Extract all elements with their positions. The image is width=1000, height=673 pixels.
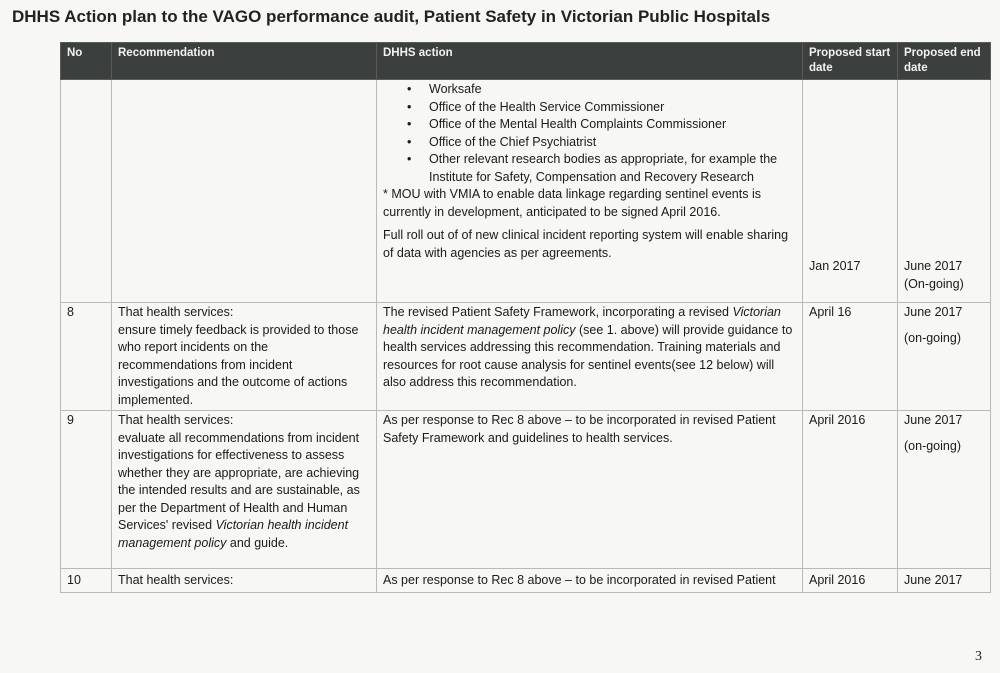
end-date-note: (on-going) [904,330,961,345]
cell-action: As per response to Rec 8 above – to be incorporated in revised Patient Safety Framework and guidelines to health services. [377,411,803,569]
cell-no [61,80,112,303]
start-date-value: Jan 2017 [809,259,861,273]
recommendation-lead: That health services: [118,305,234,319]
recommendation-lead: That health services: [118,413,234,427]
list-item: • Office of the Health Service Commissioner [429,99,796,117]
agency-list [383,81,796,186]
column-header-recommendation: Recommendation [112,43,377,80]
bullet-icon: • [407,117,412,131]
column-header-no: No [61,43,112,80]
list-item: • Other relevant research bodies as appropriate, for example the Institute for Safety, Compensation and Recovery Research [407,152,778,184]
cell-end-date [898,80,991,303]
bullet-icon: • [407,82,412,96]
list-item: • Worksafe [429,81,796,99]
policy-title: Victorian health incident management policy [118,518,349,550]
action-plan-table [60,42,991,593]
cell-start-date [803,80,898,303]
table-row [61,569,991,593]
column-header-start-date: Proposed start date [803,43,898,80]
cell-no: 10 [61,569,112,593]
cell-action: As per response to Rec 8 above – to be incorporated in revised Patient [377,569,803,593]
cell-end-date [898,303,991,411]
page-number: 3 [975,649,982,664]
end-date-value: June 2017 [904,305,963,319]
bullet-icon: • [407,134,412,149]
cell-start-date: April 2016 [803,569,898,593]
end-date-value: June 2017 [904,413,963,427]
list-item: • Office of the Mental Health Complaints Commissioner [429,116,796,134]
cell-end-date [898,411,991,569]
cell-action [377,80,803,303]
end-date-note: (on-going) [904,438,961,453]
table-row [61,303,991,411]
bullet-icon: • [407,99,412,114]
rollout-note: Full roll out of of new clinical incident reporting system will enable sharing of data with agencies as per agreements. [383,228,789,260]
cell-recommendation [112,411,377,569]
list-item: • Office of the Chief Psychiatrist [429,134,796,152]
table-row [61,80,991,303]
cell-start-date: April 2016 [803,411,898,569]
document-title: DHHS Action plan to the VAGO performance audit, Patient Safety in Victorian Public Hospitals [12,7,771,26]
mou-note: * MOU with VMIA to enable data linkage regarding sentinel events is currently in development, anticipated to be signed April 2016. [383,187,761,219]
cell-start-date: April 16 [803,303,898,411]
table-row [61,411,991,569]
cell-no: 8 [61,303,112,411]
end-date-note: (On-going) [904,276,964,291]
recommendation-body: evaluate all recommendations from incident investigations for effectiveness to assess whether they are appropriate, are achieving the intended results and are sustainable, as per the Department of Health and Human Services' revised Victorian health incident management policy and guide. [118,430,360,550]
end-date-value: June 2017 [904,259,963,273]
column-header-end-date: Proposed end date [898,43,991,80]
cell-recommendation: That health services: [112,569,377,593]
column-header-action: DHHS action [377,43,803,80]
bullet-icon: • [407,152,412,166]
table-header-row [61,43,991,80]
cell-recommendation [112,303,377,411]
policy-title: Victorian health incident management policy [383,305,781,337]
cell-end-date: June 2017 [898,569,991,593]
recommendation-body: ensure timely feedback is provided to those who report incidents on the recommendations from incident investigations and the outcome of actions implemented. [118,322,359,407]
cell-recommendation [112,80,377,303]
cell-no: 9 [61,411,112,569]
cell-action: The revised Patient Safety Framework, incorporating a revised Victorian health incident management policy (see 1. above) will provide guidance to health services addressing this recommendation. Training materials and resources for root cause analysis for sentinel events(see 12 below) will also address this recommendation. [377,303,803,411]
